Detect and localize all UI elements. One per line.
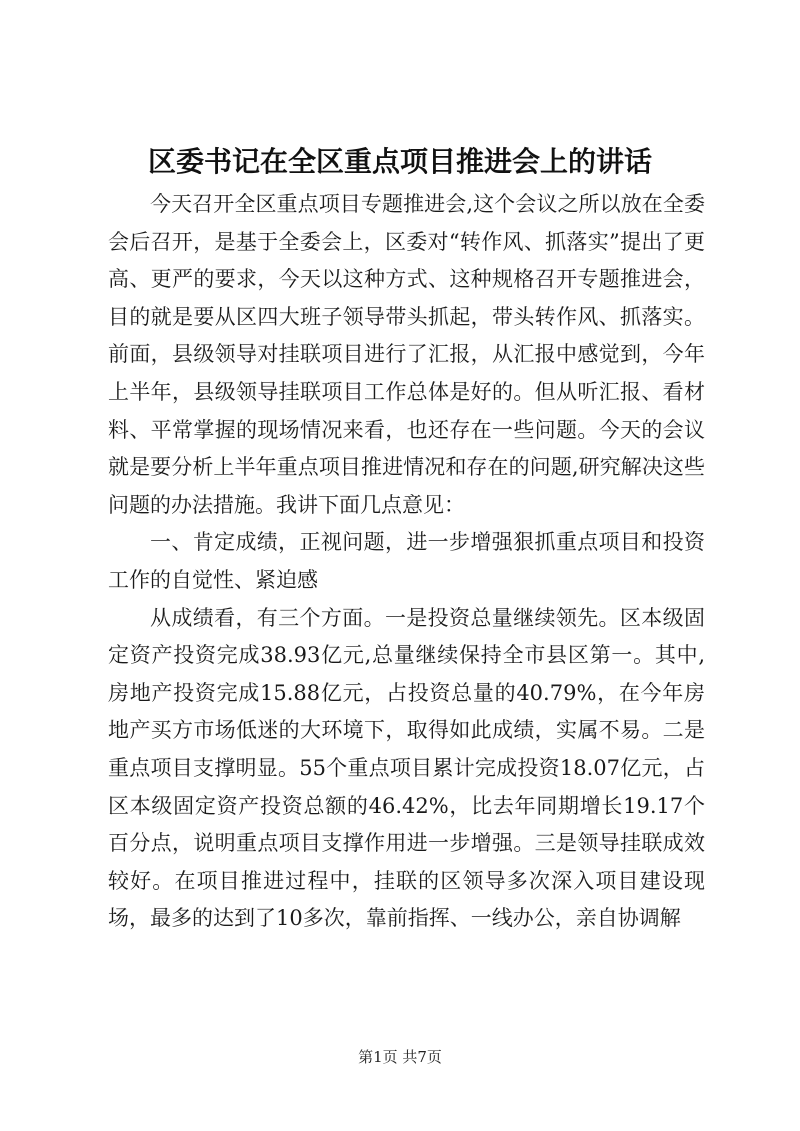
page-footer: 第1页 共7页 bbox=[358, 1048, 442, 1066]
document-title: 区委书记在全区重点项目推进会上的讲话 bbox=[147, 145, 652, 178]
document-body bbox=[108, 186, 705, 938]
section-heading-1: 一、肯定成绩，正视问题，进一步增强狠抓重点项目和投资工作的自觉性、紧迫感 bbox=[108, 530, 705, 592]
paragraph-achievements: 从成绩看，有三个方面。一是投资总量继续领先。区本级固定资产投资完成38.93亿元,总量继续保持全市县区第一。其中,房地产投资完成15.88亿元，占投资总量的40.79%，在今年房地产买方市场低迷的大环境下，取得如此成绩，实属不易。二是重点项目支撑明显。55个重点项目累计完成投资18.07亿元，占区本级固定资产投资总额的46.42%，比去年同期增长19.17个百分点，说明重点项目支撑作用进一步增强。三是领导挂联成效较好。在项目推进过程中，挂联的区领导多次深入项目建设现场，最多的达到了10多次，靠前指挥、一线办公，亲自协调解 bbox=[108, 605, 705, 931]
paragraph-intro: 今天召开全区重点项目专题推进会,这个会议之所以放在全委会后召开，是基于全委会上，区委对“转作风、抓落实”提出了更高、更严的要求，今天以这种方式、这种规格召开专题推进会，目的就是要从区四大班子领导带头抓起，带头转作风、抓落实。前面，县级领导对挂联项目进行了汇报，从汇报中感觉到，今年上半年，县级领导挂联项目工作总体是好的。但从听汇报、看材料、平常掌握的现场情况来看，也还存在一些问题。今天的会议就是要分析上半年重点项目推进情况和存在的问题,研究解决这些问题的办法措施。我讲下面几点意见： bbox=[108, 192, 705, 517]
